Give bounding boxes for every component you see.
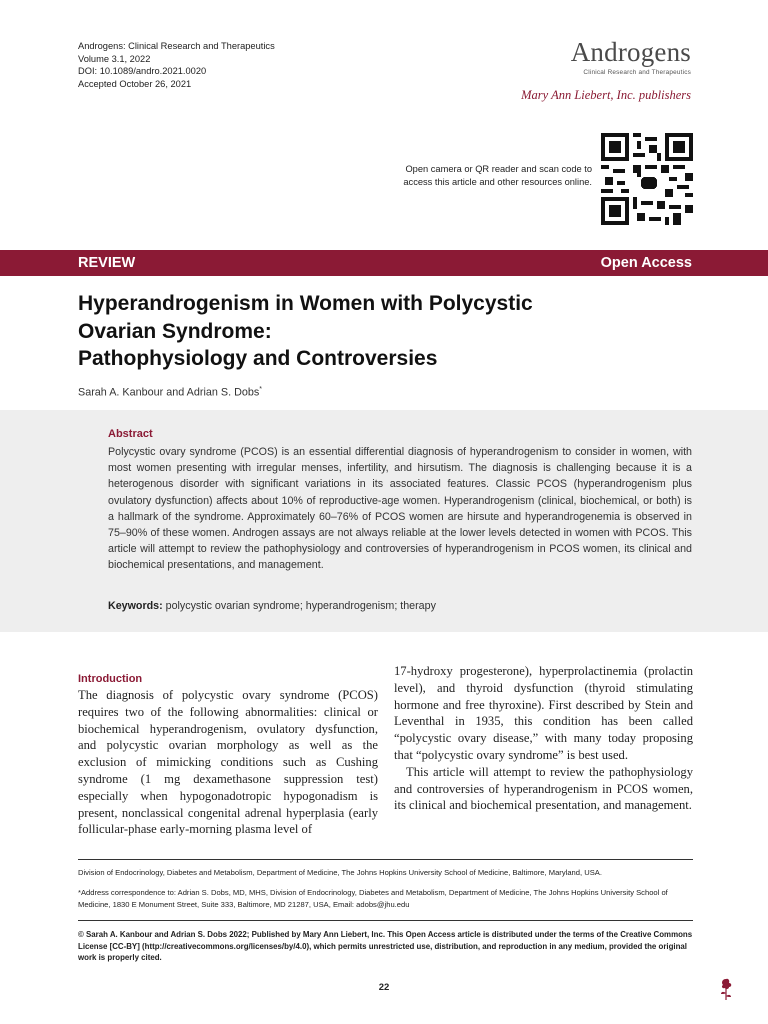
article-type-label: REVIEW — [78, 255, 136, 271]
keywords — [108, 600, 436, 612]
page-number: 22 — [378, 982, 390, 993]
license-statement: © Sarah A. Kanbour and Adrian S. Dobs 2022; Published by Mary Ann Liebert, Inc. This Open Access article is distributed under the terms of the Creative Commons License [CC-BY] (http://creativecommons.org/licenses/by/4.0), which permits unrestricted use, distribution, and reproduction in any medium, provided the original work is properly cited. — [78, 930, 693, 963]
journal-name: Androgens: Clinical Research and Therapeutics — [78, 41, 275, 51]
intro-paragraph: The diagnosis of polycystic ovary syndrome (PCOS) requires two of the following abnormalities: clinical or biochemical hyperandrogenism, ovulatory dysfunction, and polycystic ovarian morphology as well as the exclusion of mimicking conditions such as Cushing syndrome (1 mg dexamethasone suppression test) especially when hypogonadotropic hypogonadism is present, nonclassical congenital adrenal hyperplasia (early follicular-phase early-morning plasma level of — [78, 688, 378, 837]
keywords-list: polycystic ovarian syndrome; hyperandrogenism; therapy — [165, 600, 436, 612]
title-line: Pathophysiology and Controversies — [78, 347, 438, 370]
journal-brand — [521, 38, 691, 103]
title-line: Hyperandrogenism in Women with Polycystic — [78, 292, 533, 315]
affiliation-footnote: Division of Endocrinology, Diabetes and Metabolism, Department of Medicine, The Johns Hopkins University School of Medicine, Baltimore, Maryland, USA. — [78, 868, 602, 877]
author-names: Sarah A. Kanbour and Adrian S. Dobs — [78, 386, 260, 399]
correspondence-footnote: *Address correspondence to: Adrian S. Dobs, MD, MHS, Division of Endocrinology, Diabetes and Metabolism, Department of Medicine, The Johns Hopkins University School of Medicine, 1830 E Monument Street, Suite 333, Baltimore, MD 21287, USA, Email: adobs@jhu.edu — [78, 888, 668, 909]
title-line: Ovarian Syndrome: — [78, 319, 272, 343]
open-access-label: Open Access — [600, 255, 692, 271]
intro-paragraph: 17-hydroxy progesterone), hyperprolactinemia (prolactin level), and thyroid dysfunction (thyroid stimulating hormone and free thyroxine). First described by Stein and Leventhal in 1935, this condition has been called “polycystic ovary disease,” with many today proposing that “polycystic ovary syndrome” is best used. — [394, 664, 693, 762]
rose-logo-icon — [716, 975, 736, 1001]
journal-accepted-date: Accepted October 26, 2021 — [78, 78, 192, 89]
license-divider — [78, 920, 693, 921]
article-type-band — [0, 250, 768, 276]
article-title — [78, 290, 678, 373]
introduction-heading: Introduction — [78, 673, 143, 685]
footnote-divider — [78, 859, 693, 860]
abstract-body: Polycystic ovary syndrome (PCOS) is an essential differential diagnosis of hyperandrogenism to consider in women, with most women presenting with irregular menses, infertility, and hirsutism. The diagnosis is challenging because it is a heterogenous disorder with significant variations in its associated features. Classic PCOS (hyperandrogenism plus ovulatory dysfunction) affects about 10% of reproductive-age women. Hyperandrogenism (clinical, biochemical, or both) is a hallmark of the syndrome. Approximately 60–76% of PCOS women are hirsute and hyperandrogenemia is observed in 75–90% of these women. Androgen assays are not always reliable at the lower levels detected in women with PCOS. This article will attempt to review the pathophysiology and controversies of hyperandrogenism in PCOS women, its clinical and biochemical presentations, and management. — [108, 446, 692, 572]
journal-doi[interactable]: DOI: 10.1089/andro.2021.0020 — [78, 66, 207, 77]
qr-code-icon[interactable] — [601, 133, 693, 225]
author-list — [78, 386, 262, 399]
publisher-logo: Mary Ann Liebert, Inc. publishers — [521, 88, 691, 102]
body-column-left — [78, 687, 378, 838]
qr-instructions: Open camera or QR reader and scan code to access this article and other resources online. — [403, 164, 592, 187]
brand-title: Androgens — [570, 37, 691, 67]
journal-info — [78, 40, 275, 90]
abstract-box — [0, 410, 768, 632]
abstract-heading: Abstract — [108, 428, 153, 440]
keywords-label: Keywords: — [108, 600, 163, 612]
corresponding-author-mark: * — [259, 386, 263, 393]
body-column-right — [394, 663, 693, 814]
intro-paragraph: This article will attempt to review the pathophysiology and controversies of hyperandrogenism in PCOS women, its clinical and biochemical presentation, and management. — [394, 764, 693, 813]
brand-subtitle: Clinical Research and Therapeutics — [583, 69, 691, 76]
journal-volume: Volume 3.1, 2022 — [78, 53, 151, 64]
